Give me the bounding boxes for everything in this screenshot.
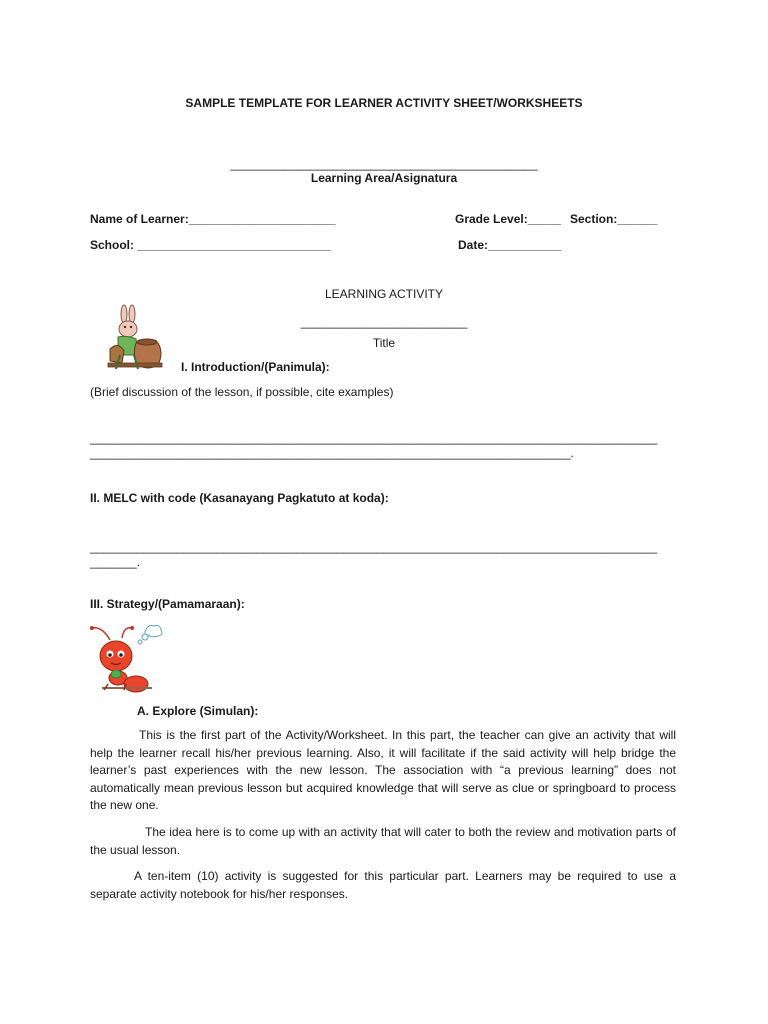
red-ant-thinking-icon (88, 622, 164, 694)
explore-paragraph-1: This is the first part of the Activity/Worksheet. In this part, the teacher can give an activity that will help the learner recall his/her previous learning. Also, it will facilitate if the said activity will help bridge the learner’s past experiences with the new lesson. The association with “a previous learning” does not automatically mean previous lesson but acquired knowledge that will serve as clue or springboard to process the new one. (90, 728, 676, 812)
grade-level-field[interactable]: Grade Level:_____ (455, 212, 562, 226)
explore-paragraph-3: A ten-item (10) activity is suggested for this particular part. Learners may be required to use a separate activity notebook for his/her responses. (90, 869, 676, 901)
activity-title-blank[interactable]: _________________________ (300, 315, 468, 329)
page-title: SAMPLE TEMPLATE FOR LEARNER ACTIVITY SHEET/WORKSHEETS (185, 96, 583, 110)
melc-answer-line-2[interactable]: _______. (90, 555, 141, 569)
activity-title-label: Title (372, 336, 396, 350)
strategy-heading: III. Strategy/(Pamamaraan): (90, 597, 245, 611)
rabbit-with-pot-icon (100, 305, 170, 375)
date-field[interactable]: Date:___________ (458, 238, 562, 252)
introduction-answer-line-1[interactable]: _____________________________________________________________________________________ (90, 431, 658, 445)
school-field[interactable]: School: _____________________________ (90, 238, 331, 252)
explore-paragraph-2: The idea here is to come up with an activity that will cater to both the review and motivation parts of the usual lesson. (90, 825, 676, 857)
introduction-description: (Brief discussion of the lesson, if possible, cite examples) (90, 385, 394, 399)
melc-answer-line-1[interactable]: _____________________________________________________________________________________ (90, 540, 658, 554)
melc-heading: II. MELC with code (Kasanayang Pagkatuto at koda): (90, 491, 389, 505)
section-field[interactable]: Section:______ (570, 212, 658, 226)
learning-area-blank[interactable]: ______________________________________________ (230, 157, 538, 171)
explore-heading: A. Explore (Simulan): (137, 704, 259, 718)
name-of-learner-field[interactable]: Name of Learner:______________________ (90, 212, 336, 226)
introduction-heading: I. Introduction/(Panimula): (181, 360, 330, 374)
learning-activity-heading: LEARNING ACTIVITY (324, 287, 444, 301)
learning-area-label: Learning Area/Asignatura (310, 171, 458, 185)
introduction-answer-line-2[interactable]: ________________________________________________________________________. (90, 446, 574, 460)
